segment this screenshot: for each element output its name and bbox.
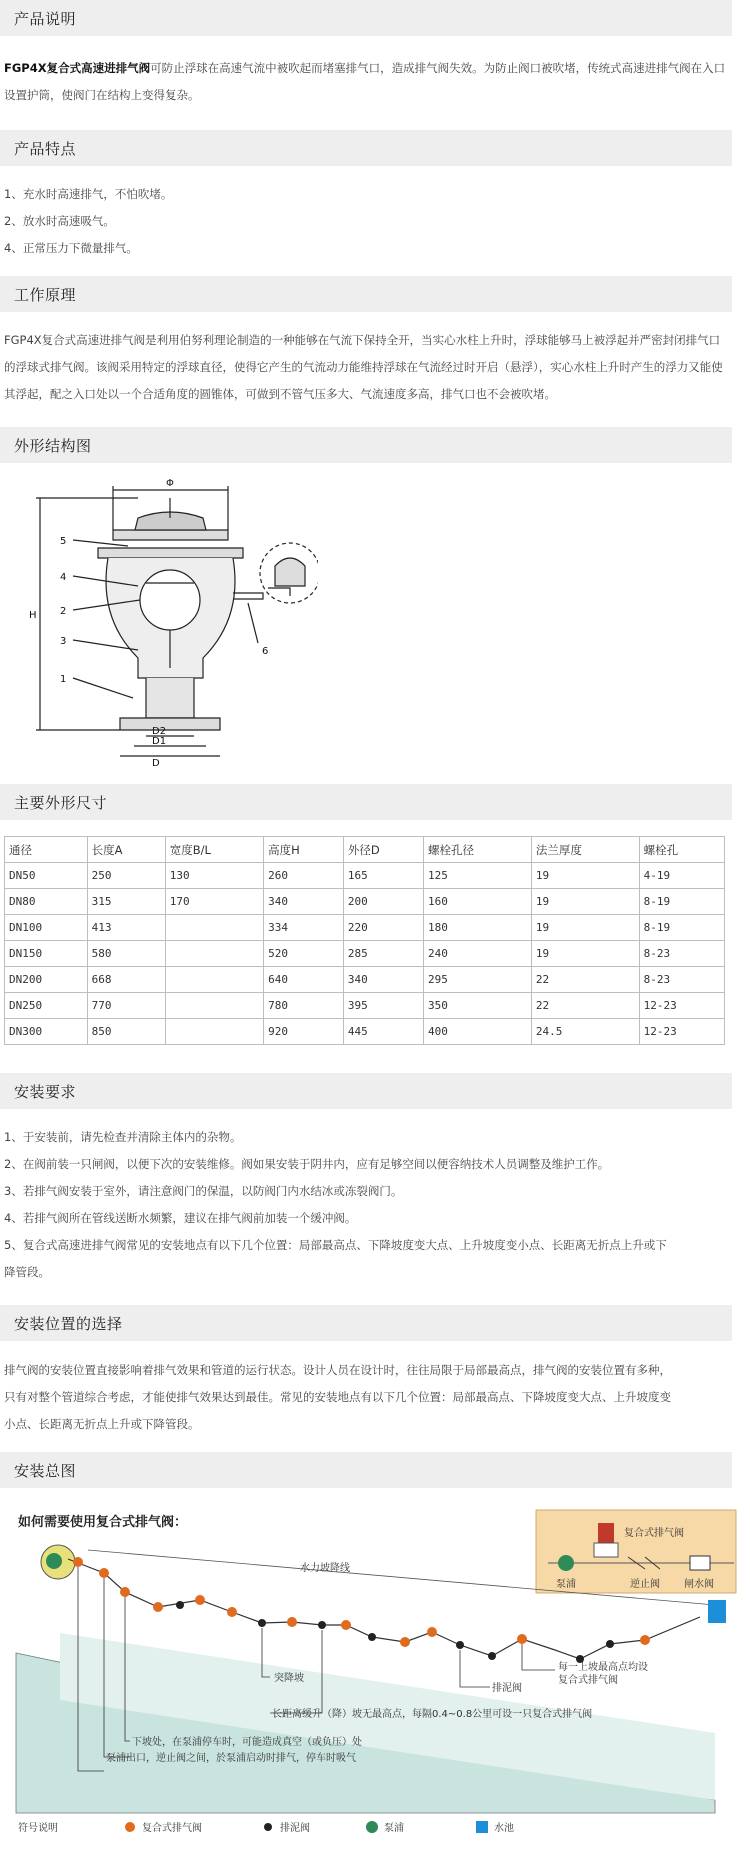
table-cell: 125	[423, 863, 531, 889]
valve-marker	[120, 1587, 130, 1597]
list-item: 1、于安装前，请先检查并清除主体内的杂物。	[4, 1130, 242, 1144]
drain-marker	[368, 1633, 376, 1641]
header-cell: 外径D	[343, 837, 423, 863]
legend-drain-text: 排泥阀	[280, 1823, 310, 1834]
part-5: 5	[60, 536, 67, 547]
list-item: 4、正常压力下微量排气。	[4, 241, 138, 255]
table-cell: 165	[343, 863, 423, 889]
dim-phi: Φ	[166, 478, 174, 489]
table-cell: 250	[87, 863, 165, 889]
table-cell: DN150	[5, 941, 88, 967]
table-cell: 170	[165, 889, 263, 915]
section-title: 外形结构图	[14, 437, 92, 455]
table-cell: 395	[343, 993, 423, 1019]
table-cell: 334	[264, 915, 344, 941]
table-cell: 315	[87, 889, 165, 915]
drain-marker	[258, 1619, 266, 1627]
inset-gate-icon	[690, 1556, 710, 1570]
table-cell	[165, 915, 263, 941]
table-row	[5, 941, 725, 967]
drain-marker	[606, 1640, 614, 1648]
diagram-title: 如何需要使用复合式排气阀：	[18, 1515, 188, 1530]
table-cell: 580	[87, 941, 165, 967]
valve-marker	[341, 1620, 351, 1630]
part-3: 3	[60, 636, 67, 647]
section-header-overview	[0, 1452, 732, 1488]
steep-drop-label: 突降坡	[274, 1673, 304, 1684]
table-cell: 445	[343, 1019, 423, 1045]
table-cell: 130	[165, 863, 263, 889]
valve-marker	[73, 1557, 83, 1567]
installation-overview-diagram	[0, 1505, 740, 1850]
dim-d2: D2	[152, 726, 167, 737]
section-title: 安装要求	[14, 1083, 77, 1101]
water-pool	[708, 1600, 726, 1623]
table-cell: 19	[531, 863, 639, 889]
table-row	[5, 1019, 725, 1045]
table-cell	[165, 941, 263, 967]
inset-pump-icon	[558, 1555, 574, 1571]
table-cell: 770	[87, 993, 165, 1019]
section-title: 产品特点	[14, 140, 77, 158]
table-cell: 850	[87, 1019, 165, 1045]
dim-d1: D1	[152, 736, 167, 747]
table-cell: 8-19	[639, 915, 724, 941]
dimensions-table	[4, 836, 725, 1045]
list-item: 2、放水时高速吸气。	[4, 214, 115, 228]
valve-marker	[517, 1634, 527, 1644]
drain-marker	[488, 1652, 496, 1660]
table-cell	[165, 1019, 263, 1045]
table-cell: 668	[87, 967, 165, 993]
drain-marker	[456, 1641, 464, 1649]
position-paragraph	[4, 1357, 728, 1438]
list-item: 1、充水时高速排气，不怕吹堵。	[4, 187, 173, 201]
table-cell: 220	[343, 915, 423, 941]
table-cell: DN50	[5, 863, 88, 889]
header-cell: 螺栓孔径	[423, 837, 531, 863]
valve-marker	[99, 1568, 109, 1578]
table-row	[5, 863, 725, 889]
features-list	[4, 181, 728, 262]
table-cell: 8-23	[639, 967, 724, 993]
table-cell: DN80	[5, 889, 88, 915]
legend-pump-text: 泵浦	[384, 1823, 404, 1834]
header-cell: 长度A	[87, 837, 165, 863]
section-title: 安装位置的选择	[14, 1315, 123, 1333]
table-cell: DN200	[5, 967, 88, 993]
table-cell: 920	[264, 1019, 344, 1045]
dim-d: D	[152, 758, 160, 768]
table-row	[5, 967, 725, 993]
inset-valve-icon	[598, 1523, 614, 1543]
section-header-installation	[0, 1073, 732, 1109]
table-cell: 180	[423, 915, 531, 941]
section-header-description	[0, 0, 732, 36]
section-title: 产品说明	[14, 10, 77, 28]
table-cell: 22	[531, 993, 639, 1019]
note-pump-outlet: 泵浦出口，逆止阀之间，於泵浦启动时排气，停车时吸气	[106, 1753, 356, 1764]
section-title: 主要外形尺寸	[14, 794, 108, 812]
header-cell: 通径	[5, 837, 88, 863]
table-cell: 520	[264, 941, 344, 967]
table-cell: 4-19	[639, 863, 724, 889]
note-long-distance: 长距离缓升（降）坡无最高点，每隔0.4~0.8公里可设一只复合式排气阀	[272, 1709, 593, 1720]
pump-icon	[46, 1553, 62, 1569]
inset-valve-label: 复合式排气阀	[624, 1528, 684, 1539]
legend-valve-text: 复合式排气阀	[142, 1823, 202, 1834]
principle-paragraph: FGP4X复合式高速进排气阀是利用伯努利理论制造的一种能够在气流下保持全开，当实心水柱上升时，浮球能够马上被浮起并严密封闭排气口的浮球式排气阀。该阀采用特定的浮球直径，使得它产生的气流动力能维持浮球在气流经过时开启（悬浮），实心水柱上升时产生的浮力又能使其浮起，配之入口处以一个合适角度的圆锥体，可做到不管气压多大、气流速度多高，排气口也不会被吹堵。	[4, 333, 723, 401]
section-header-position	[0, 1305, 732, 1341]
note-every-peak: 每一上坡最高点均设	[558, 1662, 648, 1673]
section-header-principle	[0, 276, 732, 312]
table-header-row	[5, 837, 725, 863]
valve-marker	[195, 1595, 205, 1605]
header-cell: 宽度B/L	[165, 837, 263, 863]
legend-pool-icon	[476, 1821, 488, 1833]
table-cell: DN250	[5, 993, 88, 1019]
hydraulic-line-label: 水力坡降线	[300, 1563, 350, 1574]
table-row	[5, 993, 725, 1019]
valve-marker	[400, 1637, 410, 1647]
part-1: 1	[60, 674, 67, 685]
table-cell	[165, 967, 263, 993]
note-every-peak-2: 复合式排气阀	[558, 1675, 618, 1686]
valve-marker	[427, 1627, 437, 1637]
list-item: 降管段。	[4, 1265, 50, 1279]
table-cell: 160	[423, 889, 531, 915]
list-item: 3、若排气阀安装于室外，请注意阀门的保温，以防阀门内水结冰或冻裂阀门。	[4, 1184, 403, 1198]
legend-drain-icon	[264, 1823, 272, 1831]
table-cell: 413	[87, 915, 165, 941]
table-cell: 22	[531, 967, 639, 993]
table-cell: 200	[343, 889, 423, 915]
legend-valve-icon	[125, 1822, 135, 1832]
table-cell: 19	[531, 889, 639, 915]
valve-marker	[227, 1607, 237, 1617]
table-cell: 400	[423, 1019, 531, 1045]
table-cell: 340	[264, 889, 344, 915]
list-item: 2、在阀前装一只闸阀，以便下次的安装维修。阀如果安装于阴井内，应有足够空间以便容纳技术人员调整及维护工作。	[4, 1157, 610, 1171]
text-line: 小点、长距离无折点上升或下降管段。	[4, 1417, 200, 1431]
text-line: 排气阀的安装位置直接影响着排气效果和管道的运行状态。设计人员在设计时，往往局限于局部最高点，排气阀的安装位置有多种，	[4, 1363, 671, 1377]
valve-marker	[640, 1635, 650, 1645]
table-cell: 640	[264, 967, 344, 993]
list-item: 4、若排气阀所在管线送断水频繁，建议在排气阀前加装一个缓冲阀。	[4, 1211, 357, 1225]
list-item: 5、复合式高速进排气阀常见的安装地点有以下几个位置：局部最高点、下降坡度变大点、上升坡度变小点、长距离无折点上升或下	[4, 1238, 667, 1252]
part-6: 6	[262, 646, 269, 657]
table-cell: 295	[423, 967, 531, 993]
inset-valve-base	[594, 1543, 618, 1557]
header-cell: 螺栓孔	[639, 837, 724, 863]
table-cell: DN300	[5, 1019, 88, 1045]
table-cell: 8-19	[639, 889, 724, 915]
table-cell: DN100	[5, 915, 88, 941]
valve-marker	[153, 1602, 163, 1612]
table-cell: 285	[343, 941, 423, 967]
drain-marker	[176, 1601, 184, 1609]
table-cell: 340	[343, 967, 423, 993]
installation-list	[4, 1124, 728, 1286]
table-row	[5, 889, 725, 915]
table-cell: 12-23	[639, 1019, 724, 1045]
table-cell: 12-23	[639, 993, 724, 1019]
legend-label: 符号说明	[18, 1823, 58, 1834]
text-line: 只有对整个管道综合考虑，才能使排气效果达到最佳。常见的安装地点有以下几个位置：局部最高点、下降坡度变大点、上升坡度变	[4, 1390, 671, 1404]
part-4: 4	[60, 572, 67, 583]
table-cell: 240	[423, 941, 531, 967]
valve-structure-drawing	[28, 478, 318, 768]
table-cell: 19	[531, 915, 639, 941]
inset-pump-label: 泵浦	[556, 1579, 576, 1590]
table-cell: 8-23	[639, 941, 724, 967]
header-cell: 法兰厚度	[531, 837, 639, 863]
part-2: 2	[60, 606, 67, 617]
product-name: FGP4X复合式高速进排气阀	[4, 61, 151, 75]
table-cell	[165, 993, 263, 1019]
legend-pump-icon	[366, 1821, 378, 1833]
table-cell: 260	[264, 863, 344, 889]
description-text: 可防止浮球在高速气流中被吹起而堵塞排气口，造成排气阀失效。为防止阀口被吹堵，传统式高速进排气阀在入口设置护筒，使阀门在结构上变得复杂。	[4, 61, 726, 102]
dim-h: H	[29, 610, 37, 621]
section-header-structure	[0, 427, 732, 463]
legend-pool-text: 水池	[494, 1823, 514, 1834]
table-cell: 780	[264, 993, 344, 1019]
drain-marker	[318, 1621, 326, 1629]
table-cell: 350	[423, 993, 531, 1019]
table-cell: 19	[531, 941, 639, 967]
section-title: 安装总图	[14, 1462, 77, 1480]
inset-check-label: 逆止阀	[630, 1579, 660, 1590]
section-header-features	[0, 130, 732, 166]
drain-valve-label: 排泥阀	[492, 1683, 522, 1694]
section-title: 工作原理	[14, 286, 77, 304]
valve-marker	[287, 1617, 297, 1627]
note-downhill: 下坡处，在泵浦停车时，可能造成真空（或负压）处	[132, 1737, 362, 1748]
table-row	[5, 915, 725, 941]
inset-gate-label: 闸水阀	[684, 1579, 714, 1590]
description-paragraph	[4, 55, 728, 109]
table-cell: 24.5	[531, 1019, 639, 1045]
section-header-dimensions	[0, 784, 732, 820]
header-cell: 高度H	[264, 837, 344, 863]
